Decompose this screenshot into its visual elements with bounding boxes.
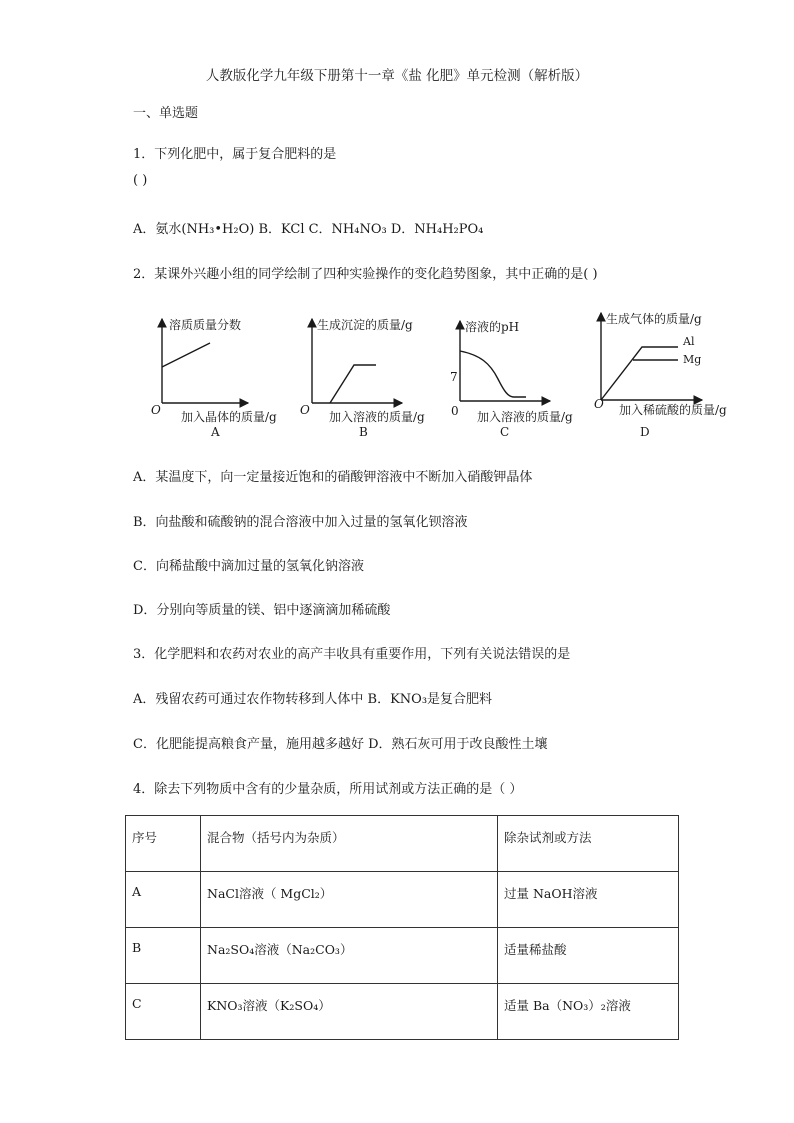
section-heading: 一、单选题 (133, 106, 199, 121)
graph-b-letter: B (359, 425, 368, 439)
q3-options-row2: C．化肥能提高粮食产量，施用越多越好 D．熟石灰可用于改良酸性土壤 (133, 737, 548, 752)
q2-option-c: C．向稀盐酸中滴加过量的氢氧化钠溶液 (133, 559, 364, 574)
graph-a-origin: O (151, 403, 161, 417)
q1-stem: 1．下列化肥中，属于复合肥料的是 (133, 147, 337, 162)
graph-d-xlabel: 加入稀硫酸的质量/g (619, 403, 727, 417)
q1-options: A．氨水(NH₃•H₂O) B．KCl C．NH₄NO₃ D．NH₄H₂PO₄ (133, 222, 484, 237)
graph-b-xlabel: 加入溶液的质量/g (329, 410, 425, 424)
graph-a-line (162, 343, 210, 367)
q1-answer-bracket: ( ) (133, 173, 148, 188)
graph-d-series1: Al (683, 335, 695, 348)
q2-graphs (140, 305, 730, 445)
header-index: 序号 (126, 816, 201, 872)
document-title: 人教版化学九年级下册第十一章《盐 化肥》单元检测（解析版） (205, 68, 589, 84)
q4-table (125, 815, 679, 1040)
table-row (126, 928, 679, 984)
graph-b-ylabel: 生成沉淀的质量/g (317, 318, 413, 332)
q2-option-a: A．某温度下，向一定量接近饱和的硝酸钾溶液中不断加入硝酸钾晶体 (133, 470, 533, 485)
table-row (126, 872, 679, 928)
graph-a-letter: A (211, 425, 220, 439)
graph-c-line (460, 351, 526, 397)
row-method: 过量 NaOH溶液 (498, 872, 679, 928)
table-header-row (126, 816, 679, 872)
graph-c-letter: C (500, 425, 510, 439)
row-method: 适量稀盐酸 (498, 928, 679, 984)
graph-d-ylabel: 生成气体的质量/g (606, 312, 702, 326)
graph-c-xlabel: 加入溶液的质量/g (477, 410, 573, 424)
q2-stem: 2．某课外兴趣小组的同学绘制了四种实验操作的变化趋势图象，其中正确的是( ) (133, 267, 598, 282)
graph-b-line (330, 365, 376, 403)
q2-option-d: D．分别向等质量的镁、铝中逐滴滴加稀硫酸 (133, 603, 391, 618)
graph-d-series2: Mg (683, 353, 702, 366)
q2-option-b: B．向盐酸和硫酸钠的混合溶液中加入过量的氢氧化钡溶液 (133, 515, 468, 530)
header-mixture: 混合物（括号内为杂质） (201, 816, 498, 872)
graph-a-xlabel: 加入晶体的质量/g (181, 410, 277, 424)
row-mixture: NaCl溶液（ MgCl₂） (201, 872, 498, 928)
graph-c-tick: 7 (450, 370, 458, 384)
graph-d-letter: D (640, 425, 650, 439)
graph-c-origin: 0 (451, 404, 459, 418)
graph-d-origin: O (594, 397, 604, 411)
table-row (126, 984, 679, 1040)
header-method: 除杂试剂或方法 (498, 816, 679, 872)
graph-c-ylabel: 溶液的pH (465, 320, 520, 334)
q4-stem: 4．除去下列物质中含有的少量杂质，所用试剂或方法正确的是（ ） (133, 782, 523, 797)
graph-b-origin: O (300, 403, 310, 417)
graph-a-ylabel: 溶质质量分数 (169, 318, 242, 332)
q3-stem: 3．化学肥料和农药对农业的高产丰收具有重要作用，下列有关说法错误的是 (133, 647, 571, 662)
graph-d-line-al (601, 347, 678, 400)
row-index: B (126, 928, 201, 984)
row-index: C (126, 984, 201, 1040)
q3-options-row1: A．残留农药可通过农作物转移到人体中 B．KNO₃是复合肥料 (133, 692, 493, 707)
row-index: A (126, 872, 201, 928)
row-mixture: KNO₃溶液（K₂SO₄） (201, 984, 498, 1040)
row-method: 适量 Ba（NO₃）₂溶液 (498, 984, 679, 1040)
row-mixture: Na₂SO₄溶液（Na₂CO₃） (201, 928, 498, 984)
